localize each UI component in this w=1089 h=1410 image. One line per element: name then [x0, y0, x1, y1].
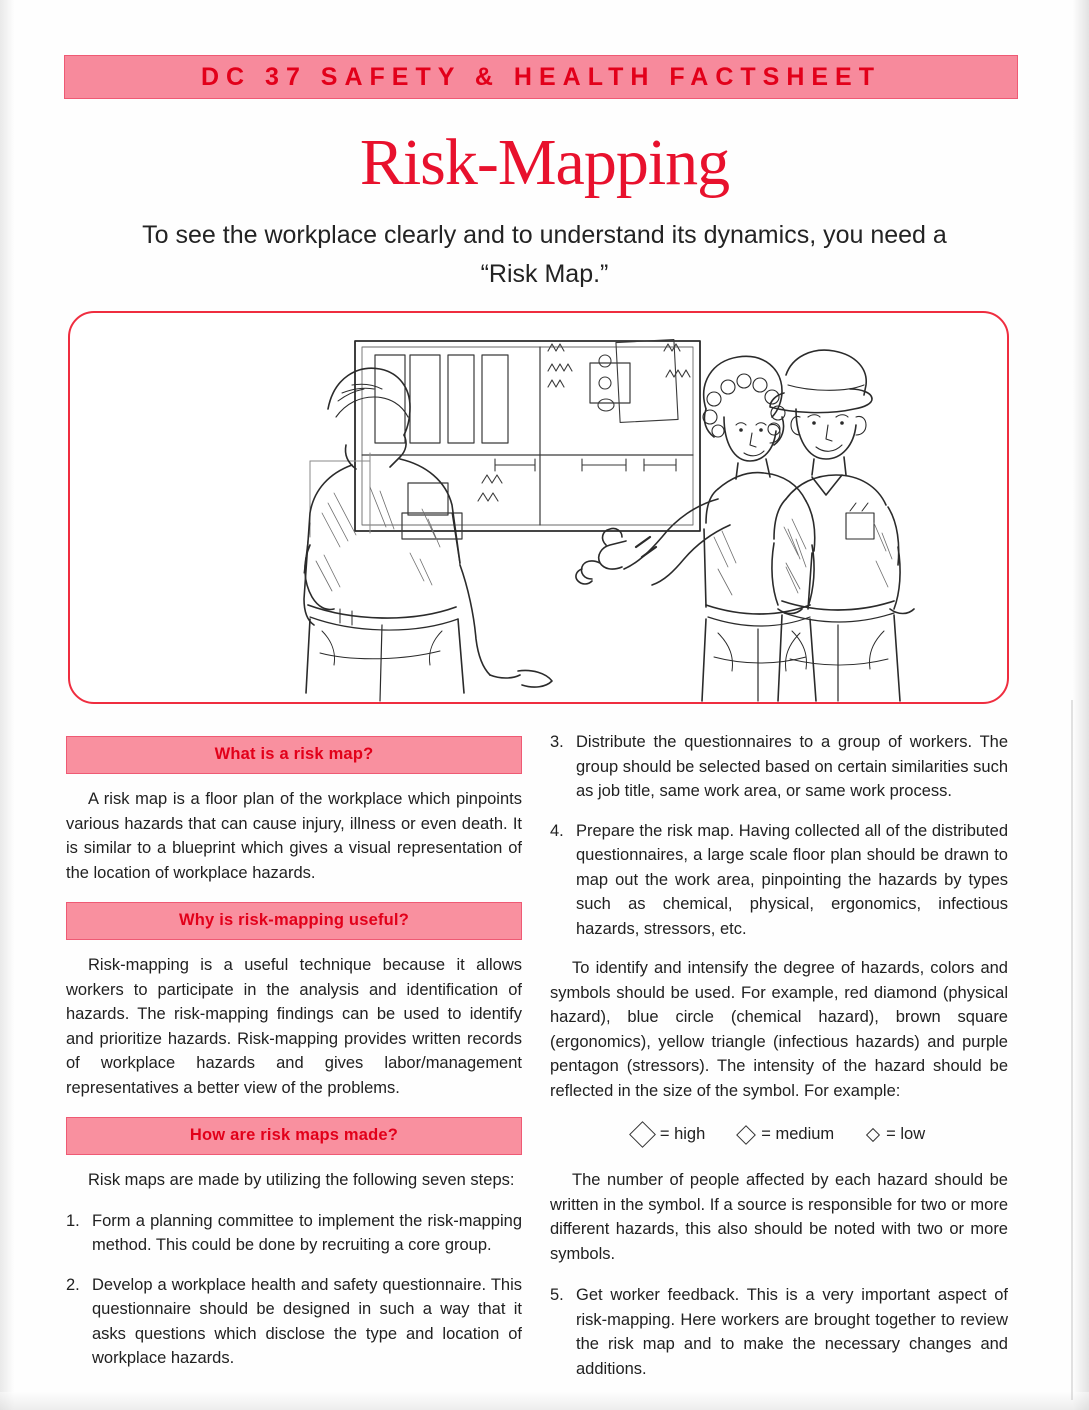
workers-risk-map-illustration	[70, 313, 1007, 702]
step-text: Develop a workplace health and safety questionnaire. This questionnaire should be designed in such a way that it asks questions which disclose the type and location of workplace hazards.	[92, 1275, 522, 1367]
legend-item-medium	[739, 1125, 834, 1144]
step-number: 2.	[66, 1275, 80, 1294]
paragraph-what-is-a-risk-map: A risk map is a floor plan of the workplace which pinpoints various hazards that can cause injury, illness or even death. It is similar to a blueprint which gives a visual representation of the location of workplace hazards.	[66, 790, 522, 882]
diamond-medium-icon	[736, 1125, 756, 1145]
steps-list-right-top	[550, 730, 1008, 941]
header-banner-text: DC 37 SAFETY & HEALTH FACTSHEET	[200, 62, 881, 91]
list-item	[550, 1283, 1008, 1381]
step-text: Prepare the risk map. Having collected all of the distributed questionnaires, a large scale floor plan should be drawn to map out the work area, pinpointing the hazards by types such as chemical, physical, ergonomics, infectious hazards, stressors, etc.	[576, 821, 1008, 938]
step-number: 5.	[550, 1286, 564, 1304]
diamond-small-icon	[866, 1127, 880, 1141]
legend-item-high	[633, 1125, 705, 1144]
step-text: Get worker feedback. This is a very important aspect of risk-mapping. Here workers are brought together to review the risk map and to make the necessary changes and additions.	[576, 1286, 1008, 1378]
legend-label-low: = low	[886, 1125, 926, 1143]
section-heading-how-are-risk-maps-made: How are risk maps made?	[66, 1117, 522, 1155]
legend-label-high: = high	[659, 1125, 706, 1143]
step-number: 4.	[550, 821, 564, 840]
paragraph-symbols-intro: To identify and intensify the degree of hazards, colors and symbols should be used. For example, red diamond (physical hazard), blue circle (chemical hazard), brown square (ergonomics), yellow triangle (infectious hazards) and purple pentagon (stressors). The intensity of the hazard should be reflected in the size of the symbol. For example:	[550, 959, 1008, 1100]
step-number: 1.	[66, 1211, 80, 1230]
step-text: Form a planning committee to implement the risk-mapping method. This could be done by recruiting a core group.	[92, 1211, 522, 1254]
illustration-frame	[68, 311, 1009, 704]
scan-crease	[1071, 700, 1073, 1400]
steps-list-left	[66, 1209, 522, 1371]
diamond-large-icon	[629, 1121, 656, 1148]
step-number: 3.	[550, 733, 564, 751]
steps-list-right-bottom	[550, 1283, 1008, 1381]
paragraph-how-are-risk-maps-made-intro: Risk maps are made by utilizing the following seven steps:	[88, 1171, 515, 1189]
paragraph-after-legend: The number of people affected by each hazard should be written in the symbol. If a source is responsible for two or more different hazards, this also should be noted with two or more symbols.	[550, 1171, 1008, 1263]
left-column	[66, 736, 522, 1386]
list-item	[66, 1209, 522, 1258]
list-item	[550, 730, 1008, 804]
section-heading-why-is-risk-mapping-useful: Why is risk-mapping useful?	[66, 902, 522, 940]
section-heading-what-is-a-risk-map: What is a risk map?	[66, 736, 522, 774]
legend-item-low	[868, 1125, 925, 1144]
list-item	[66, 1273, 522, 1371]
hazard-symbol-legend	[550, 1125, 1008, 1144]
header-banner	[64, 55, 1018, 99]
step-text: Distribute the questionnaires to a group of workers. The group should be selected based on certain similarities such as job title, same work area, or same work process.	[576, 733, 1008, 800]
scan-edge-left	[0, 0, 14, 1410]
legend-label-medium: = medium	[761, 1125, 835, 1143]
right-column	[550, 730, 1008, 1396]
scan-edge-right	[1073, 0, 1089, 1410]
page-title: Risk-Mapping	[359, 126, 730, 199]
list-item	[550, 819, 1008, 942]
paragraph-why-is-risk-mapping-useful: Risk-mapping is a useful technique because it allows workers to participate in the analysis and identification of hazards. The risk-mapping findings can be used to identify and prioritize hazards. Risk-mapping provides written records of workplace hazards and gives labor/management representatives a better view of the problems.	[66, 956, 522, 1097]
page-subtitle: To see the workplace clearly and to understand its dynamics, you need a “Risk Map.”	[142, 221, 947, 288]
